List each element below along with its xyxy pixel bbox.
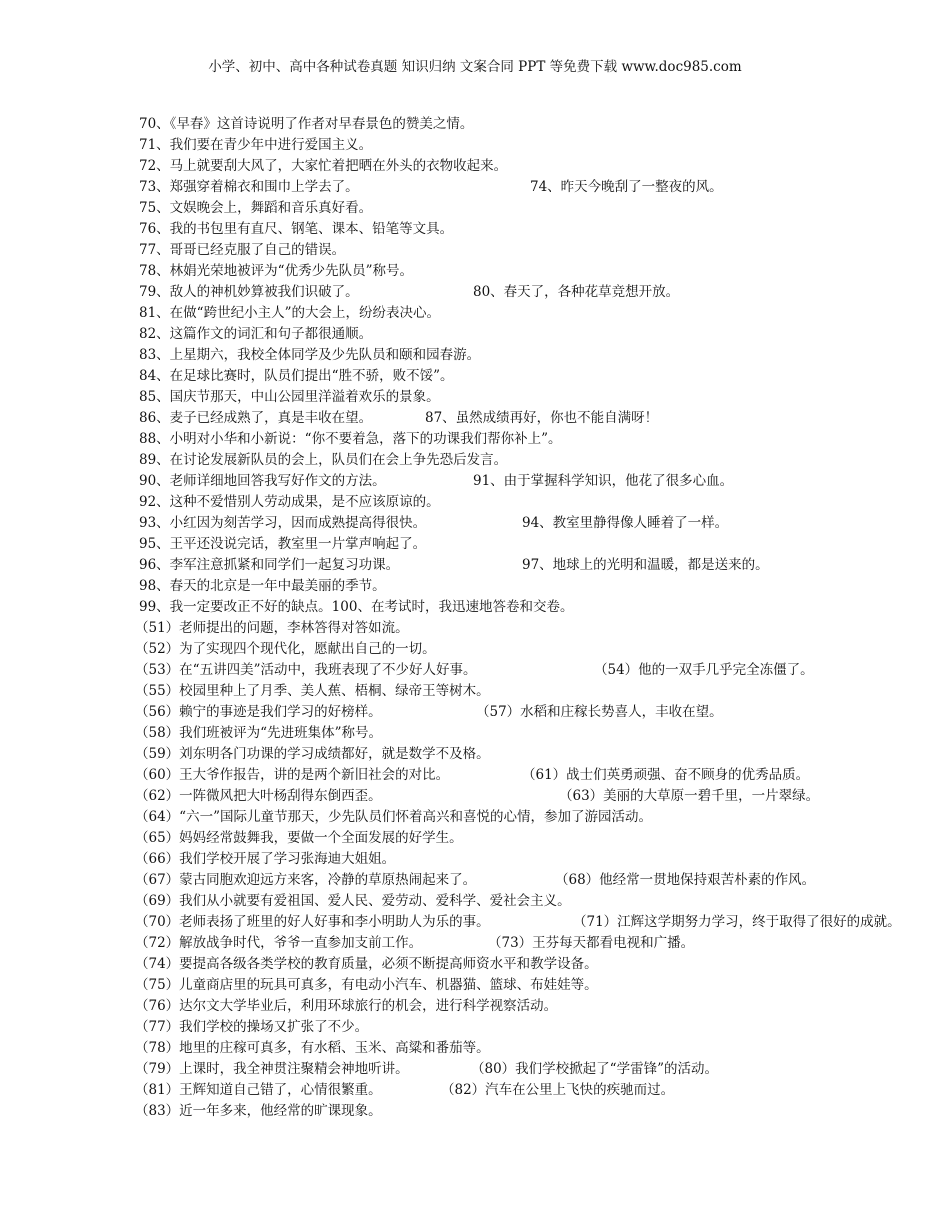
- sentence: 80、春天了，各种花草竞想开放。: [473, 284, 680, 300]
- sentence-line: [139, 240, 950, 261]
- sentence: 82、这篇作文的词汇和句子都很通顺。: [139, 326, 373, 342]
- sentence-line: [135, 1059, 950, 1080]
- sentence-line: [135, 681, 950, 702]
- sentence-line: [135, 849, 950, 870]
- sentence: 86、麦子已经成熟了，真是丰收在望。: [139, 410, 373, 426]
- sentence: （62）一阵微风把大叶杨刮得东倒西歪。: [135, 788, 382, 804]
- sentence: 76、我的书包里有直尺、钢笔、课本、铅笔等文具。: [139, 221, 454, 237]
- sentence: 88、小明对小华和小新说：“你不要着急，落下的功课我们帮你补上”。: [139, 431, 562, 447]
- sentence: （52）为了实现四个现代化，愿献出自己的一切。: [135, 641, 436, 657]
- sentence-line: [139, 450, 950, 471]
- sentence-line: [139, 471, 950, 492]
- sentence: 70、《早春》这首诗说明了作者对早春景色的赞美之情。: [139, 116, 474, 132]
- sentence-line: [139, 219, 950, 240]
- sentence: 95、王平还没说完话，教室里一片掌声响起了。: [139, 536, 427, 552]
- sentence: 90、老师详细地回答我写好作文的方法。: [139, 473, 386, 489]
- sentence-line: [139, 429, 950, 450]
- sentence-line: [135, 723, 950, 744]
- sentence-line: [139, 492, 950, 513]
- sentence: 96、李军注意抓紧和同学们一起复习功课。: [139, 557, 400, 573]
- sentence-list: [135, 114, 950, 1122]
- sentence: （59）刘东明各门功课的学习成绩都好，就是数学不及格。: [135, 746, 490, 762]
- sentence-line: [139, 114, 950, 135]
- sentence-line: [139, 597, 950, 618]
- sentence: （56）赖宁的事迹是我们学习的好榜样。: [135, 704, 382, 720]
- sentence-line: [135, 870, 950, 891]
- sentence: 72、马上就要刮大风了，大家忙着把晒在外头的衣物收起来。: [139, 158, 508, 174]
- sentence-line: [135, 702, 950, 723]
- sentence: 77、哥哥已经克服了自己的错误。: [139, 242, 346, 258]
- sentence-line: [139, 408, 950, 429]
- sentence-line: [135, 828, 950, 849]
- sentence: （73）王芬每天都看电视和广播。: [488, 935, 695, 951]
- sentence: 89、在讨论发展新队员的会上，队员们在会上争先恐后发言。: [139, 452, 508, 468]
- sentence: （63）美丽的大草原一碧千里，一片翠绿。: [559, 788, 820, 804]
- sentence: 71、我们要在青少年中进行爱国主义。: [139, 137, 373, 153]
- sentence-line: [135, 765, 950, 786]
- sentence: 75、文娱晚会上，舞蹈和音乐真好看。: [139, 200, 373, 216]
- sentence: 92、这种不爱惜别人劳动成果，是不应该原谅的。: [139, 494, 440, 510]
- sentence: （70）老师表扬了班里的好人好事和李小明助人为乐的事。: [135, 914, 490, 930]
- sentence: 79、敌人的神机妙算被我们识破了。: [139, 284, 359, 300]
- sentence: 93、小红因为刻苦学习，因而成熟提高得很快。: [139, 515, 427, 531]
- sentence: （72）解放战争时代，爷爷一直参加支前工作。: [135, 935, 423, 951]
- sentence: （75）儿童商店里的玩具可真多，有电动小汽车、机器猫、篮球、布娃娃等。: [135, 977, 598, 993]
- sentence: 98、春天的北京是一年中最美丽的季节。: [139, 578, 386, 594]
- sentence-line: [135, 975, 950, 996]
- sentence-line: [135, 1101, 950, 1122]
- sentence: （61）战士们英勇顽强、奋不顾身的优秀品质。: [522, 767, 810, 783]
- sentence-line: [135, 891, 950, 912]
- sentence: （69）我们从小就要有爱祖国、爱人民、爱劳动、爱科学、爱社会主义。: [135, 893, 571, 909]
- sentence: 84、在足球比赛时，队员们提出“胜不骄，败不馁”。: [139, 368, 454, 384]
- sentence: （55）校园里种上了月季、美人蕉、梧桐、绿帝王等树木。: [135, 683, 490, 699]
- sentence: （83）近一年多来，他经常的旷课现象。: [135, 1103, 382, 1119]
- sentence: （71）江辉这学期努力学习，终于取得了很好的成就。: [573, 914, 901, 930]
- page-header-banner: 小学、初中、高中各种试卷真题 知识归纳 文案合同 PPT 等免费下载 www.doc985.com: [208, 59, 742, 75]
- sentence: （77）我们学校的操场又扩张了不少。: [135, 1019, 369, 1035]
- sentence: （64）“六一”国际儿童节那天，少先队员们怀着高兴和喜悦的心情，参加了游园活动。: [135, 809, 652, 825]
- sentence: （81）王辉知道自己错了，心情很繁重。: [135, 1082, 382, 1098]
- sentence-line: [139, 345, 950, 366]
- sentence: （74）要提高各级各类学校的教育质量，必须不断提高师资水平和教学设备。: [135, 956, 598, 972]
- sentence-line: [135, 639, 950, 660]
- sentence-line: [139, 135, 950, 156]
- sentence: （54）他的一双手几乎完全冻僵了。: [594, 662, 814, 678]
- sentence-line: [135, 1017, 950, 1038]
- sentence-line: [135, 786, 950, 807]
- sentence: （60）王大爷作报告，讲的是两个新旧社会的对比。: [135, 767, 450, 783]
- sentence: 91、由于掌握科学知识，他花了很多心血。: [473, 473, 734, 489]
- sentence: 73、郑强穿着棉衣和围巾上学去了。: [139, 179, 359, 195]
- sentence: （58）我们班被评为“先进班集体”称号。: [135, 725, 382, 741]
- sentence-line: [135, 1080, 950, 1101]
- sentence-line: [139, 513, 950, 534]
- sentence: 74、昨天今晚刮了一整夜的风。: [530, 179, 723, 195]
- sentence: 99、我一定要改正不好的缺点。100、在考试时，我迅速地答卷和交卷。: [139, 599, 574, 615]
- sentence-line: [139, 156, 950, 177]
- sentence: 81、在做“跨世纪小主人”的大会上，纷纷表决心。: [139, 305, 440, 321]
- sentence-line: [139, 534, 950, 555]
- sentence: （51）老师提出的问题，李林答得对答如流。: [135, 620, 409, 636]
- sentence-line: [135, 933, 950, 954]
- sentence-line: [135, 807, 950, 828]
- sentence-line: [135, 744, 950, 765]
- sentence-line: [139, 555, 950, 576]
- sentence: （57）水稻和庄稼长势喜人，丰收在望。: [476, 704, 723, 720]
- sentence-line: [139, 324, 950, 345]
- sentence: （82）汽车在公里上飞快的疾驰而过。: [441, 1082, 675, 1098]
- sentence: 94、教室里静得像人睡着了一样。: [522, 515, 729, 531]
- sentence-line: [139, 366, 950, 387]
- sentence-line: [139, 303, 950, 324]
- sentence-line: [139, 576, 950, 597]
- sentence-line: [135, 1038, 950, 1059]
- sentence: （66）我们学校开展了学习张海迪大姐姐。: [135, 851, 396, 867]
- sentence-line: [139, 282, 950, 303]
- sentence: 78、林娟光荣地被评为“优秀少先队员”称号。: [139, 263, 413, 279]
- sentence-line: [139, 177, 950, 198]
- sentence: （76）达尔文大学毕业后，利用环球旅行的机会，进行科学视察活动。: [135, 998, 558, 1014]
- sentence: （65）妈妈经常鼓舞我，要做一个全面发展的好学生。: [135, 830, 463, 846]
- sentence-line: [139, 387, 950, 408]
- sentence: （53）在“五讲四美”活动中，我班表现了不少好人好事。: [135, 662, 477, 678]
- sentence-line: [139, 198, 950, 219]
- sentence: 85、国庆节那天，中山公园里洋溢着欢乐的景象。: [139, 389, 440, 405]
- sentence: 97、地球上的光明和温暖，都是送来的。: [522, 557, 769, 573]
- sentence-line: [135, 618, 950, 639]
- sentence: （80）我们学校掀起了“学雷锋”的活动。: [471, 1061, 718, 1077]
- sentence-line: [139, 261, 950, 282]
- sentence-line: [135, 996, 950, 1017]
- sentence: 83、上星期六，我校全体同学及少先队员和颐和园春游。: [139, 347, 481, 363]
- sentence-line: [135, 660, 950, 681]
- sentence: 87、虽然成绩再好，你也不能自满呀！: [425, 410, 659, 426]
- sentence: （68）他经常一贯地保持艰苦朴素的作风。: [555, 872, 816, 888]
- sentence-line: [135, 954, 950, 975]
- sentence-line: [135, 912, 950, 933]
- sentence: （67）蒙古同胞欢迎远方来客，冷静的草原热闹起来了。: [135, 872, 477, 888]
- sentence: （79）上课时，我全神贯注聚精会神地听讲。: [135, 1061, 409, 1077]
- sentence: （78）地里的庄稼可真多，有水稻、玉米、高粱和番茄等。: [135, 1040, 490, 1056]
